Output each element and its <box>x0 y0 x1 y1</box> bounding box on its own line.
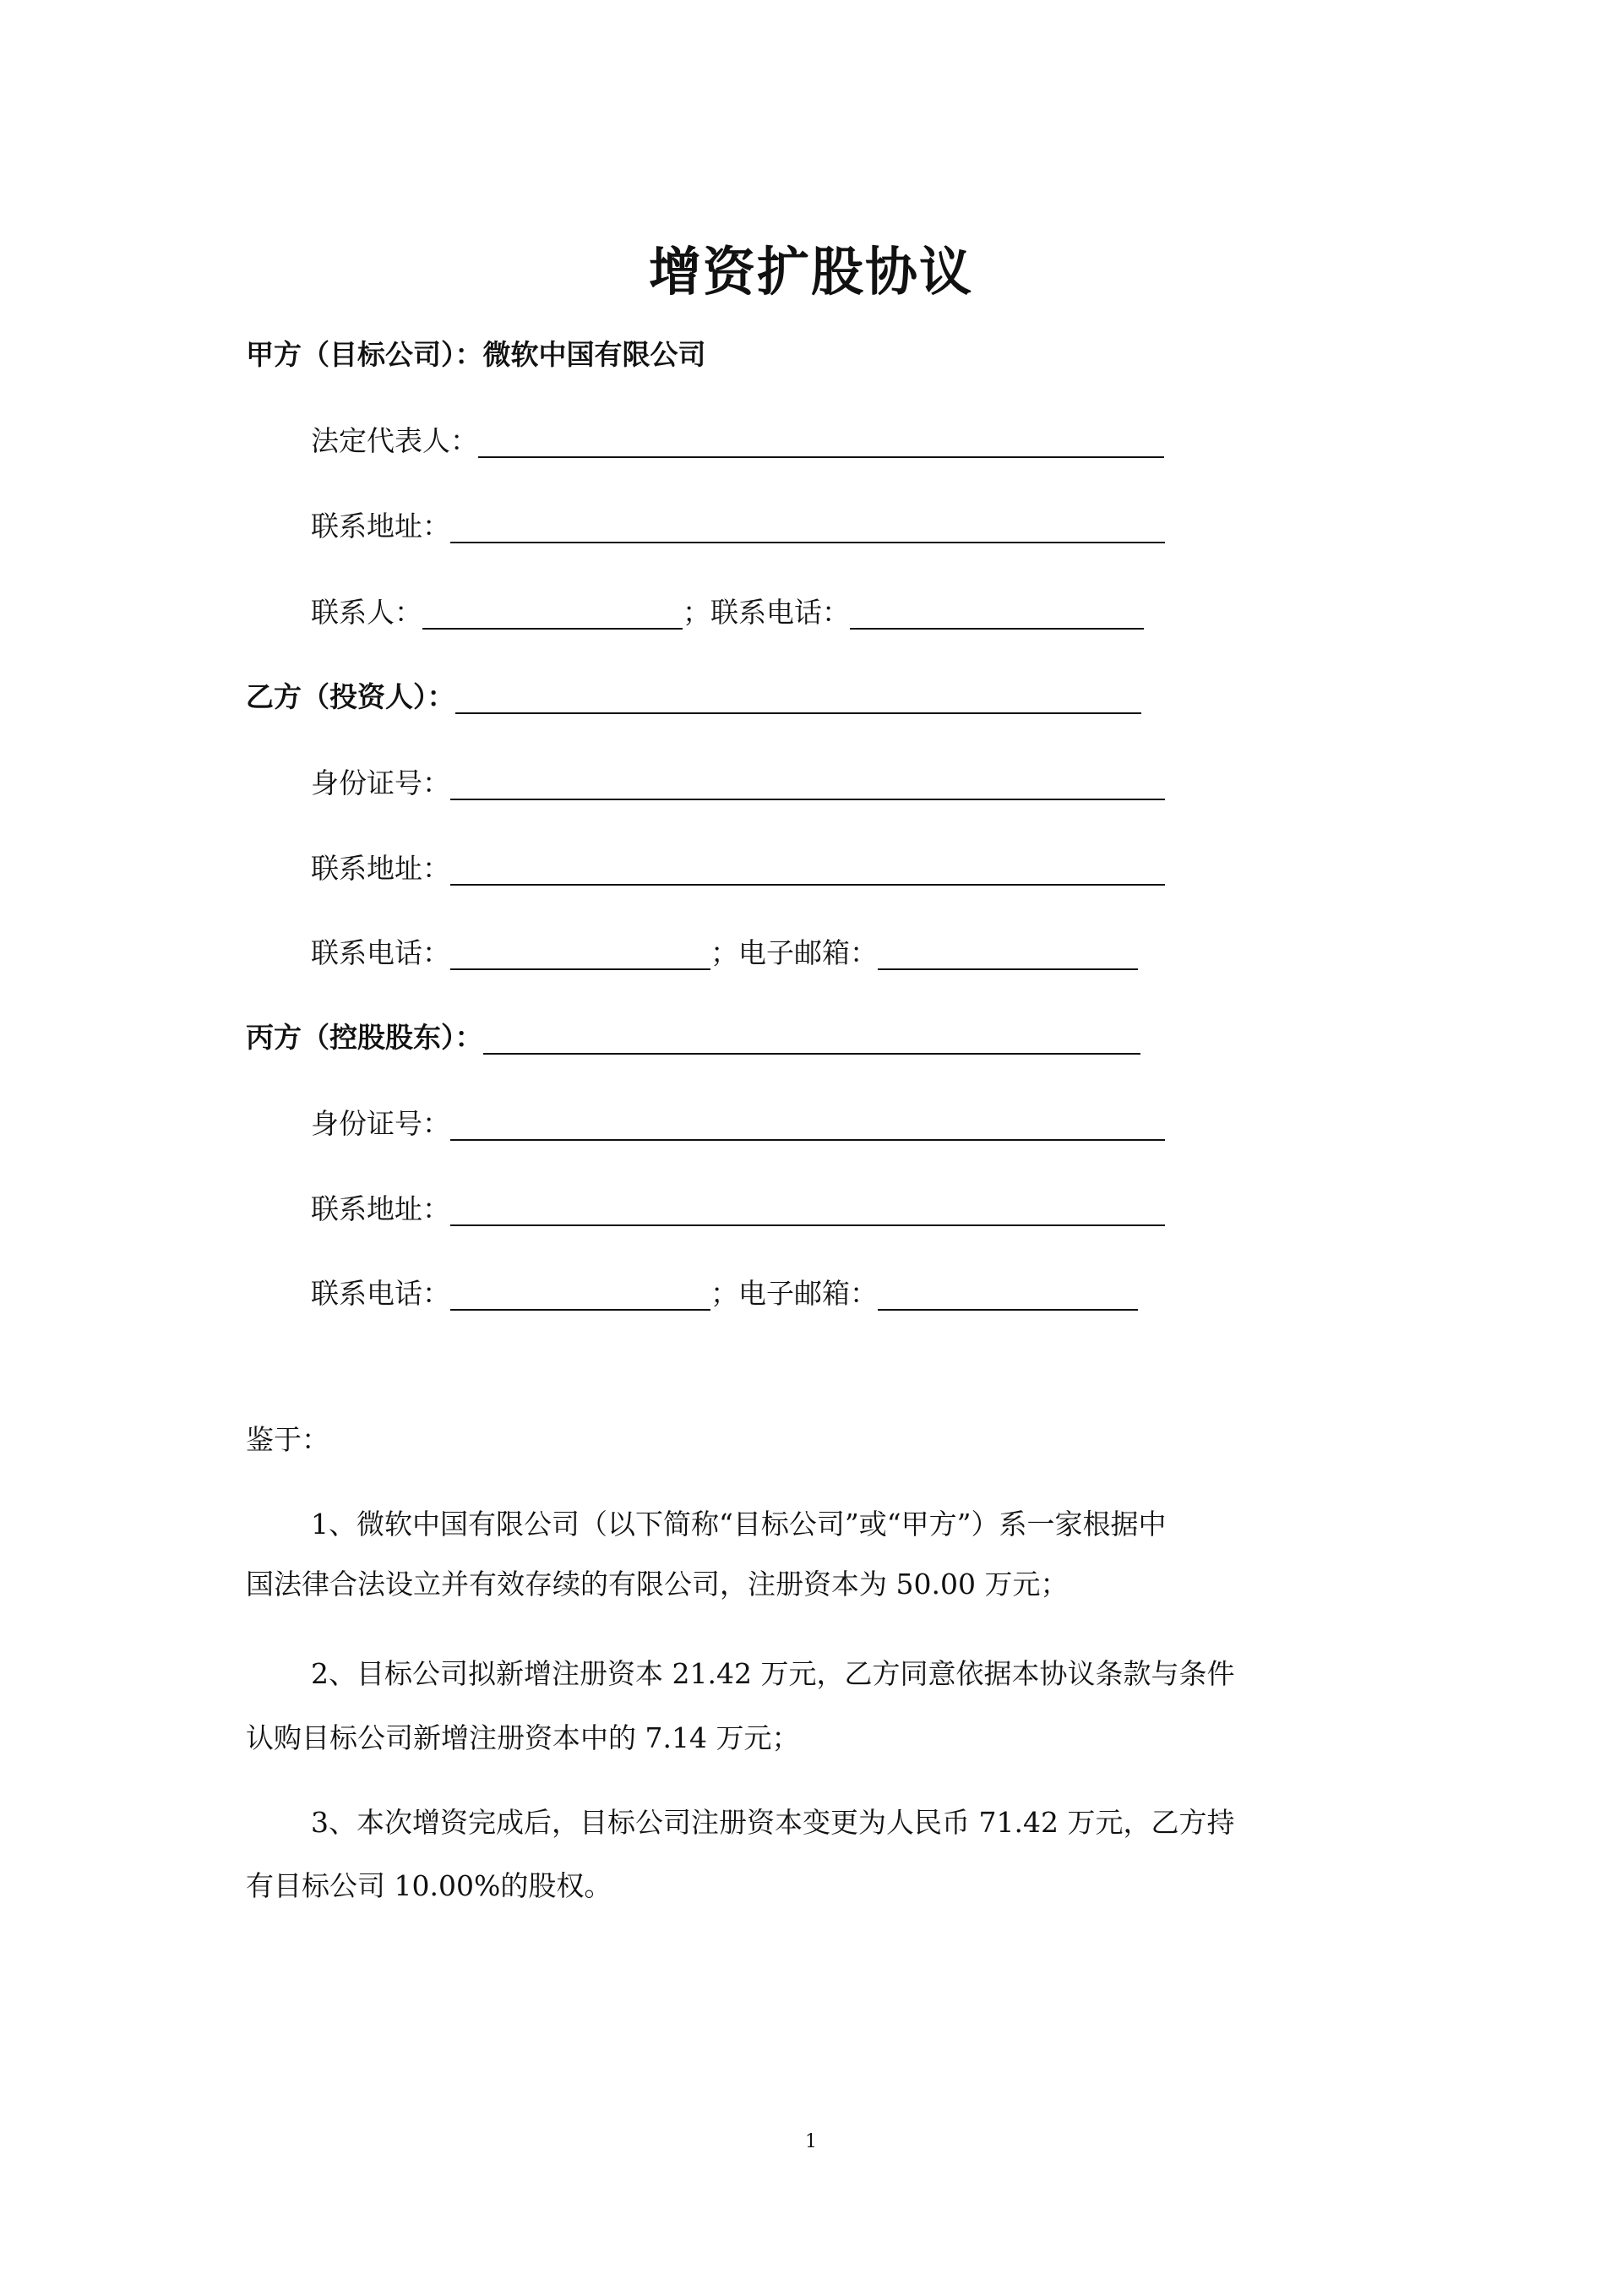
address-field[interactable] <box>450 1199 1165 1226</box>
address-field[interactable] <box>450 516 1165 543</box>
phone-field[interactable] <box>450 1284 710 1311</box>
id-label: 身份证号： <box>311 1107 450 1140</box>
party-a-line <box>246 338 706 372</box>
phone-field[interactable] <box>450 943 710 970</box>
legal-rep-field[interactable] <box>478 431 1164 458</box>
party-b-label: 乙方（投资人）： <box>246 680 455 713</box>
party-c-label: 丙方（控股股东）： <box>246 1021 483 1054</box>
address-label: 联系地址： <box>311 510 450 543</box>
email-label: ；电子邮箱： <box>710 936 878 969</box>
address-label: 联系地址： <box>311 1192 450 1225</box>
id-field[interactable] <box>450 773 1165 800</box>
party-a-legal-rep-row <box>311 424 1164 458</box>
whereas-item-1-line-1: 1、微软中国有限公司（以下简称“目标公司”或“甲方”）系一家根据中 <box>311 1508 1167 1541</box>
contact-field[interactable] <box>422 603 683 630</box>
whereas-item-2-line-1: 2、目标公司拟新增注册资本 21.42 万元，乙方同意依据本协议条款与条件 <box>311 1657 1235 1690</box>
party-a-contact-row <box>311 596 1144 630</box>
whereas-item-1-line-2: 国法律合法设立并有效存续的有限公司，注册资本为 50.00 万元； <box>246 1568 1069 1601</box>
party-b-name-field[interactable] <box>455 687 1141 714</box>
party-a-name: 微软中国有限公司 <box>482 338 706 371</box>
party-a-label: 甲方（目标公司）： <box>246 338 483 371</box>
phone-label: ；联系电话： <box>683 596 850 629</box>
phone-label: 联系电话： <box>311 936 450 969</box>
email-label: ；电子邮箱： <box>710 1277 878 1310</box>
whereas-heading: 鉴于： <box>246 1423 329 1456</box>
party-b-id-row <box>311 766 1165 800</box>
contact-label: 联系人： <box>311 596 422 629</box>
email-field[interactable] <box>878 1284 1138 1311</box>
party-a-address-row <box>311 510 1165 543</box>
party-c-phone-row <box>311 1277 1138 1311</box>
party-c-name-field[interactable] <box>483 1028 1140 1055</box>
document-title: 增资扩股协议 <box>648 241 973 303</box>
party-b-phone-row <box>311 936 1138 970</box>
party-c-address-row <box>311 1192 1165 1226</box>
address-field[interactable] <box>450 859 1165 886</box>
id-field[interactable] <box>450 1114 1165 1141</box>
whereas-item-3-line-1: 3、本次增资完成后，目标公司注册资本变更为人民币 71.42 万元，乙方持 <box>311 1806 1235 1839</box>
whereas-item-2-line-2: 认购目标公司新增注册资本中的 7.14 万元； <box>246 1721 800 1754</box>
id-label: 身份证号： <box>311 766 450 799</box>
page-number: 1 <box>805 2131 817 2152</box>
whereas-item-3-line-2: 有目标公司 10.00%的股权。 <box>246 1869 612 1902</box>
party-b-row <box>246 680 1141 714</box>
email-field[interactable] <box>878 943 1138 970</box>
party-c-id-row <box>311 1107 1165 1141</box>
party-c-row <box>246 1021 1140 1055</box>
address-label: 联系地址： <box>311 852 450 885</box>
phone-field[interactable] <box>850 603 1144 630</box>
party-b-address-row <box>311 852 1165 886</box>
phone-label: 联系电话： <box>311 1277 450 1310</box>
legal-rep-label: 法定代表人： <box>311 424 478 457</box>
